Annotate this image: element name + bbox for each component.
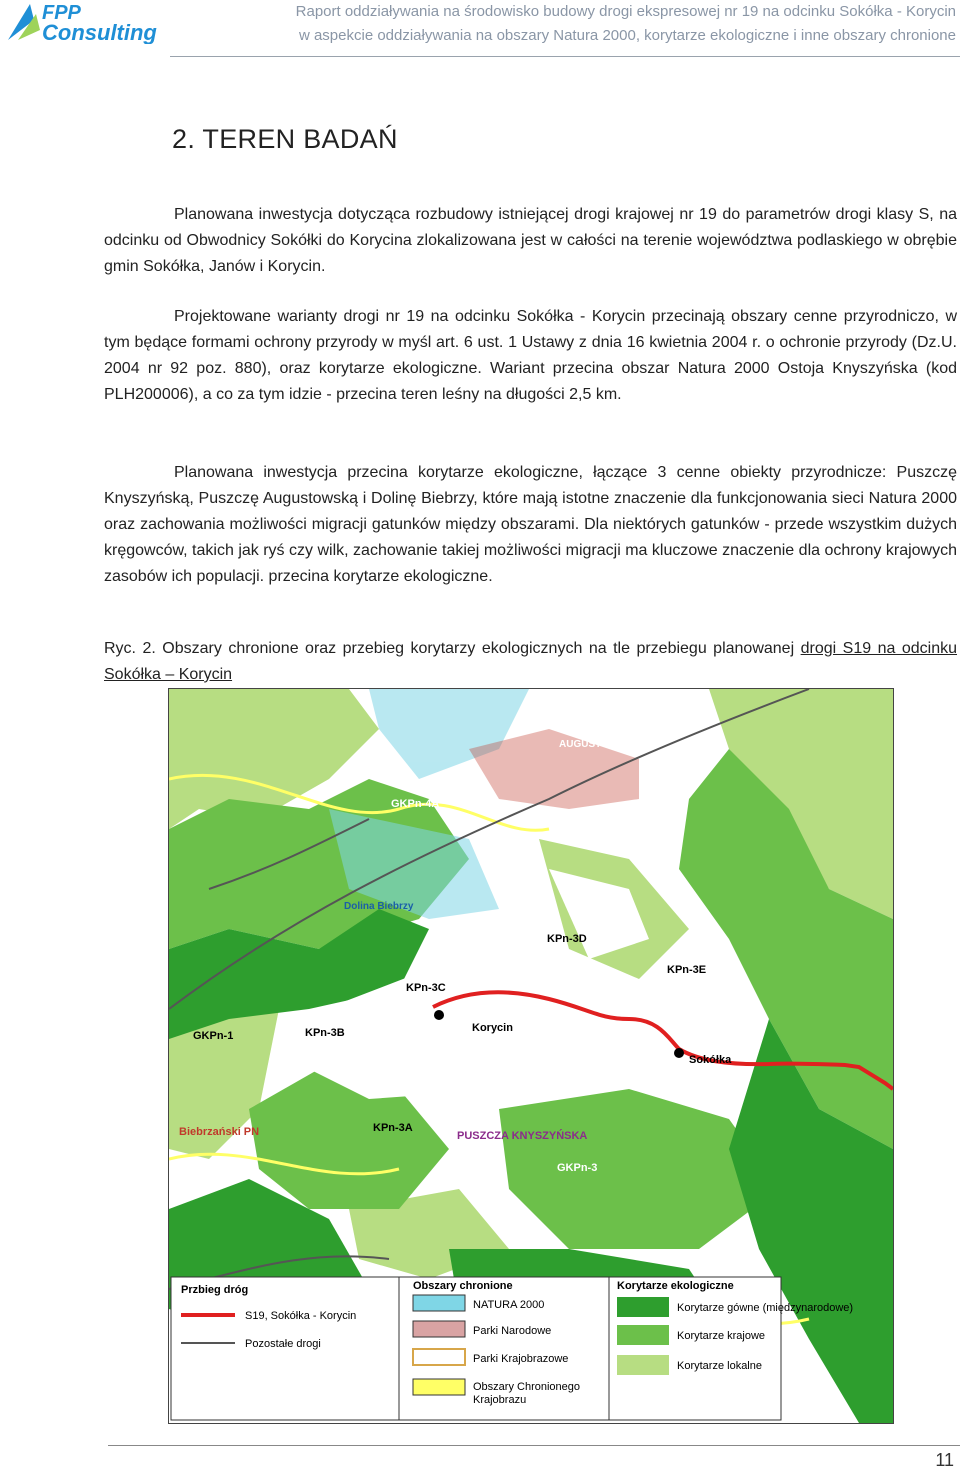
legend-protected-title: Obszary chronione	[413, 1280, 513, 1292]
korycin-town-marker	[434, 1010, 444, 1020]
logo-mark-icon	[4, 0, 164, 44]
legend-national-corridors: Korytarze krajowe	[677, 1330, 766, 1342]
label-puszcza-augustowska-2: AUGUSTOWSKA	[559, 739, 640, 750]
legend-protected-landscape-2: Krajobrazu	[473, 1394, 527, 1406]
caption-prefix: Ryc. 2.	[104, 640, 156, 657]
page-number: 11	[935, 1450, 954, 1470]
legend-roads-title: Przbieg dróg	[181, 1284, 249, 1296]
footer-divider	[108, 1445, 960, 1446]
caption-text-2: drogi S19 na odcinku Sokółka – Korycin	[104, 640, 958, 683]
legend-national-parks: Parki Narodowe	[473, 1325, 552, 1337]
label-gkpn-4: GKPn-4	[666, 706, 707, 718]
paragraph-2: Projektowane warianty drogi nr 19 na odcinku Sokółka - Korycin przecinają obszary cenne przyrodniczo, w tym będące formami ochrony przyrody w myśl art. 6 ust. 1 Ustawy z dnia 16 kwietnia 2004 r. o ochronie przyrody (Dz.U. 2004 nr 92 poz. 880), oraz korytarze ekologiczne. Wariant przecina obszar Natura 2000 Ostoja Knyszyńska (kod PLH200006), a co za tym idzie - przecina teren leśny na długości 2,5 km.	[104, 308, 957, 403]
header-title-line-2: w aspekcie oddziaływania na obszary Natura 2000, korytarze ekologiczne i inne obszary chronione	[298, 27, 956, 44]
label-puszcza-augustowska-1: PUSZCZA	[589, 721, 637, 732]
label-korycin: Korycin	[472, 1022, 513, 1034]
label-kpn-3b: KPn-3B	[305, 1027, 345, 1039]
logo-fpp-text: FPP	[42, 2, 81, 24]
header-title-line-1: Raport oddziaływania na środowisko budowy drogi ekspresowej nr 19 na odcinku Sokółka - Korycin	[295, 3, 956, 20]
header-divider	[170, 56, 960, 57]
label-kpn-3a: KPn-3A	[373, 1122, 413, 1134]
map-legend	[171, 1277, 853, 1420]
label-kpn-3e: KPn-3E	[667, 964, 707, 976]
label-sokolka: Sokółka	[689, 1054, 732, 1066]
legend-main-corridors: Korytarze gówne (międzynarodowe)	[677, 1302, 854, 1314]
paragraph-3: Planowana inwestycja przecina korytarze ekologiczne, łączące 3 cenne obiekty przyrodnicze: Puszczę Knyszyńską, Puszczę Augustowską i Dolinę Biebrzy, które mają istotne znaczenie dla funkcjonowania sieci Natura 2000 oraz zachowania możliwości migracji gatunków między obszarami. Dla niektórych gatunków - przede wszystkim dużych kręgowców, takich jak ryś czy wilk, zachowanie takiej możliwości migracji ma kluczowe znaczenie dla ochrony krajowych zasobów ich populacji. przecina korytarze ekologiczne.	[104, 464, 957, 585]
label-dolina-biebrzy: Dolina Biebrzy	[344, 901, 414, 912]
fpp-consulting-logo	[4, 0, 164, 44]
legend-road-s19: S19, Sokółka - Korycin	[245, 1310, 357, 1322]
legend-landscape-parks: Parki Krajobrazowe	[473, 1353, 569, 1365]
label-gkpn-1: GKPn-1	[193, 1030, 234, 1042]
legend-protected-landscape-1: Obszary Chronionego	[473, 1381, 581, 1393]
label-gkpn-3: GKPn-3	[557, 1162, 598, 1174]
paragraph-1: Planowana inwestycja dotycząca rozbudowy istniejącej drogi krajowej nr 19 do parametrów drogi klasy S, na odcinku od Obwodnicy Sokółki do Korycina zlokalizowana jest w całości na terenie województwa podlaskiego w obrębie gmin Sokółka, Janów i Korycin.	[104, 206, 957, 275]
label-kpn-3c: KPn-3C	[406, 982, 446, 994]
legend-natura-2000: NATURA 2000	[473, 1299, 545, 1311]
label-biebrzanski-pn: Biebrzański PN	[179, 1126, 260, 1138]
map-figure	[168, 688, 894, 1424]
legend-corridors-title: Korytarze ekologiczne	[617, 1280, 734, 1292]
label-puszcza-knyszynska: PUSZCZA KNYSZYŃSKA	[457, 1130, 588, 1142]
legend-road-other: Pozostałe drogi	[245, 1338, 321, 1350]
label-kpn-3d: KPn-3D	[547, 933, 587, 945]
page-header	[0, 0, 960, 58]
legend-local-corridors: Korytarze lokalne	[677, 1360, 762, 1372]
sokolka-town-marker	[674, 1048, 684, 1058]
logo-consulting-text: Consulting	[42, 20, 157, 44]
figure-caption	[104, 636, 957, 688]
section-title: 2. TEREN BADAŃ	[172, 124, 398, 154]
label-gkpn-4a: GKPn-4A	[391, 798, 440, 810]
caption-text-1: Obszary chronione oraz przebieg korytarzy ekologicznych na tle przebiegu planowanej	[155, 640, 801, 657]
